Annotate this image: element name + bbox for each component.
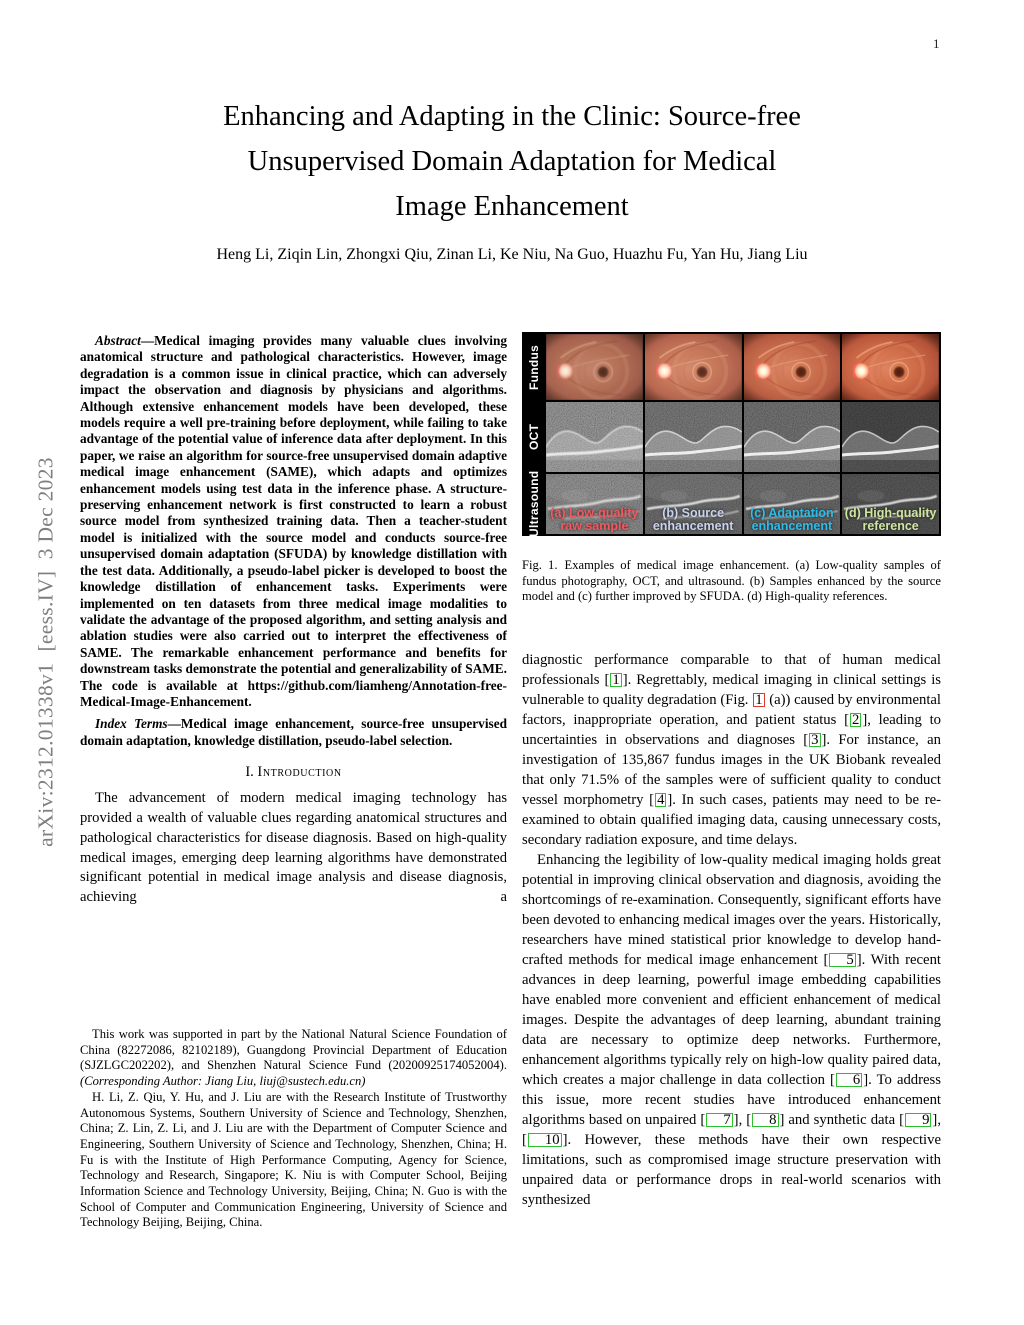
left-column (80, 333, 507, 1230)
figure-column-label-b (645, 507, 742, 533)
column-d-label-line2: reference (862, 519, 919, 533)
row-label-oct: OCT (527, 423, 541, 451)
footnote-affiliations: H. Li, Z. Qiu, Y. Hu, and J. Liu are with the Research Institute of Trustworthy Autonomous Systems, Southern University of Science and Technology, Shenzhen, China; Z. Lin, Z. Li, and J. Liu are with the Department of Computer Science and Engineering, Southern University of Science and Technology, Shenzhen, China; H. Fu is with the Institute of High Performance Computing, Agency for Science, Technology and Research, Singapore; K. Niu is with Computer School, Beijing Information Science and Technology University, Beijing, China; N. Guo is with the School of Computer and Communication Engineering, University of Science and Technology Beijing, Beijing, China. (80, 1089, 507, 1230)
citation-ref[interactable]: 1 (755, 692, 763, 708)
figure-1-caption-text: Examples of medical image enhancement. (a) Low-quality samples of fundus photography, OCT, and ultrasound. (b) Samples enhanced by the source model and (c) further improved by SFUDA. (d) High-quality references. (522, 558, 941, 604)
column-a-label-line2: raw sample (560, 519, 629, 533)
introduction-paragraph: The advancement of modern medical imaging technology has provided a wealth of valuable clues regarding anatomical structures and pathological characteristics for disease diagnosis. Based on high-quality medical images, emerging deep learning algorithms have demonstrated significant potential in medical image analysis and disease diagnosis, achieving a (80, 790, 507, 906)
footnote-corresponding-author: (Corresponding Author: Jiang Liu, liuj@sustech.edu.cn) (80, 1074, 366, 1089)
right-column-body (522, 650, 941, 1210)
footnote-funding-text: This work was supported in part by the National Natural Science Foundation of China (82272086, 82102189), Guangdong Provincial Department of Education (SJZLGC202202), and Shenzhen Natural Science Fund (20200925174052004). (80, 1027, 507, 1073)
column-a-label-line1: (a) Low-quality (550, 506, 639, 520)
fundus-image-source-enhanced (645, 334, 742, 400)
citation-ref[interactable]: 10 (528, 1133, 562, 1147)
page-number: 1 (933, 36, 940, 51)
oct-image-low-quality (546, 402, 643, 472)
ultrasound-image-reference (842, 474, 939, 534)
oct-image-source-enhanced (645, 402, 742, 472)
section-title: Introduction (257, 764, 342, 781)
figure-1-caption-label: Fig. 1. (522, 558, 558, 572)
ultrasound-image-adaptation-enhanced (744, 474, 841, 534)
citation-ref[interactable]: 2 (851, 712, 860, 728)
figure-1-caption (522, 558, 941, 605)
abstract (80, 333, 507, 710)
arxiv-watermark: arXiv:2312.01338v1 [eess.IV] 3 Dec 2023 (33, 457, 58, 847)
column-b-label-line2: enhancement (652, 519, 734, 533)
figure-column-label-d (842, 507, 939, 533)
index-terms-label: Index Terms (95, 716, 168, 732)
citation-ref[interactable]: 5 (829, 953, 855, 967)
title-line-3: Image Enhancement (395, 191, 629, 222)
citation-ref[interactable]: 9 (905, 1113, 931, 1127)
row-label-fundus: Fundus (527, 344, 541, 390)
citation-ref[interactable]: 4 (657, 792, 665, 808)
title-line-1: Enhancing and Adapting in the Clinic: Source-free (223, 101, 801, 132)
footnotes (80, 1027, 507, 1231)
column-b-label-line1: (b) Source (662, 506, 725, 520)
abstract-text: —Medical imaging provides many valuable clues involving anatomical structure and pathological characteristics. However, image degradation is a common issue in clinical practice, which can adversely impact the observation and diagnosis by physicians and algorithms. Although extensive enhancement models have been developed, these models require a well pre-training before deployment, while failing to take advantage of the potential value of inference data after deployment. In this paper, we raise an algorithm for source-free unsupervised domain adaptive medical image enhancement (SAME), which adapts and optimizes enhancement models using test data in the inference phase. A structure-preserving enhancement network is first constructed to learn a robust source model from synthesized training data. Then a teacher-student model is initialized with the source model and conducts source-free unsupervised domain adaptation (SFUDA) by knowledge distillation with the test data. Additionally, a pseudo-label picker is developed to boost the knowledge distillation of enhancement tasks. Experiments were implemented on ten datasets from three medical image modalities to validate the advantage of the proposed algorithm, and setting analysis and ablation studies were also carried out to interpret the effectiveness of SAME. The remarkable enhancement performance and benefits for downstream tasks demonstrate the potential and generalizability of SAME. The code is available at https://github.com/liamheng/Annotation-free-Medical-Image-Enhancement. (80, 333, 507, 709)
index-terms-text: —Medical image enhancement, source-free unsupervised domain adaptation, knowledge distillation, pseudo-label selection. (80, 716, 507, 748)
title-line-2: Unsupervised Domain Adaptation for Medical (247, 146, 777, 177)
section-number: I. (245, 764, 254, 781)
oct-image-reference (842, 402, 939, 472)
citation-ref[interactable]: 1 (612, 672, 620, 688)
body-paragraph-1: diagnostic performance comparable to that of human medical professionals [ 1 ]. Regrettably, medical imaging in clinical settings is vulnerable to quality degradation (Fig. 1 (a)) caused by environmental factors, inappropriate operation, and patient status [ 2 ], leading to uncertainties in observations and diagnoses [ 3 ]. For instance, an investigation of 135,867 fundus images in the UK Biobank revealed that only 71.5% of the samples were of sufficient quality to conduct vessel morphometry [ 4 ]. In such cases, patients may need to be re-examined to obtain qualified imaging data, causing unnecessary costs, secondary radiation exposure, and time delays. (522, 652, 942, 848)
footnote-funding (80, 1027, 507, 1090)
citation-ref[interactable]: 6 (836, 1073, 862, 1087)
citation-ref[interactable]: 3 (811, 732, 819, 748)
figure-1-grid (522, 332, 941, 536)
abstract-label: Abstract (95, 333, 141, 348)
citation-ref[interactable]: 8 (752, 1113, 778, 1127)
section-heading-introduction (80, 764, 507, 781)
body-paragraph-2: Enhancing the legibility of low-quality medical imaging holds great potential in improving clinical observation and diagnosis, avoiding the shortcomings of re-examination. Consequently, significant efforts have been devoted to enhancing medical images over the years. Historically, researchers have mined statistical prior knowledge to develop hand-crafted methods for medical image enhancement [ 5 ]. With recent advances in deep learning, powerful image embedding capabilities have enabled more convenient and efficient enhancement of medical images. Despite the advantages of deep learning, abundant training data are necessary to optimize deep networks. Furthermore, enhancement algorithms typically rely on high-low quality paired data, which creates a major challenge in data collection [ 6 ]. To address this issue, more recent studies have introduced enhancement algorithms based on unpaired [ 7 ], [ 8 ] and synthetic data [ 9 ], [ 10 ]. However, these methods have their own respective limitations, such as compromised image structure preservation with unpaired data or performance drops in real-world scenarios with synthesized (522, 852, 941, 1208)
figure-column-label-a (546, 507, 643, 533)
paper-title (0, 94, 1024, 229)
column-d-label-line1: (d) High-quality (844, 506, 937, 520)
citation-ref[interactable]: 7 (706, 1113, 732, 1127)
paper-authors: Heng Li, Ziqin Lin, Zhongxi Qiu, Zinan Li, Ke Niu, Na Guo, Huazhu Fu, Yan Hu, Jiang Liu (216, 246, 808, 263)
oct-image-adaptation-enhanced (744, 402, 841, 472)
ultrasound-image-low-quality (546, 474, 643, 534)
fundus-image-low-quality (546, 334, 643, 400)
ultrasound-image-source-enhanced (645, 474, 742, 534)
figure-column-label-c (744, 507, 841, 533)
column-c-label-line1: (c) Adaptation (750, 506, 834, 520)
index-terms (80, 716, 507, 749)
fundus-image-adaptation-enhanced (744, 334, 841, 400)
fundus-image-reference (842, 334, 939, 400)
figure-1 (522, 332, 941, 536)
row-label-ultrasound: Ultrasound (527, 470, 541, 538)
column-c-label-line2: enhancement (751, 519, 833, 533)
